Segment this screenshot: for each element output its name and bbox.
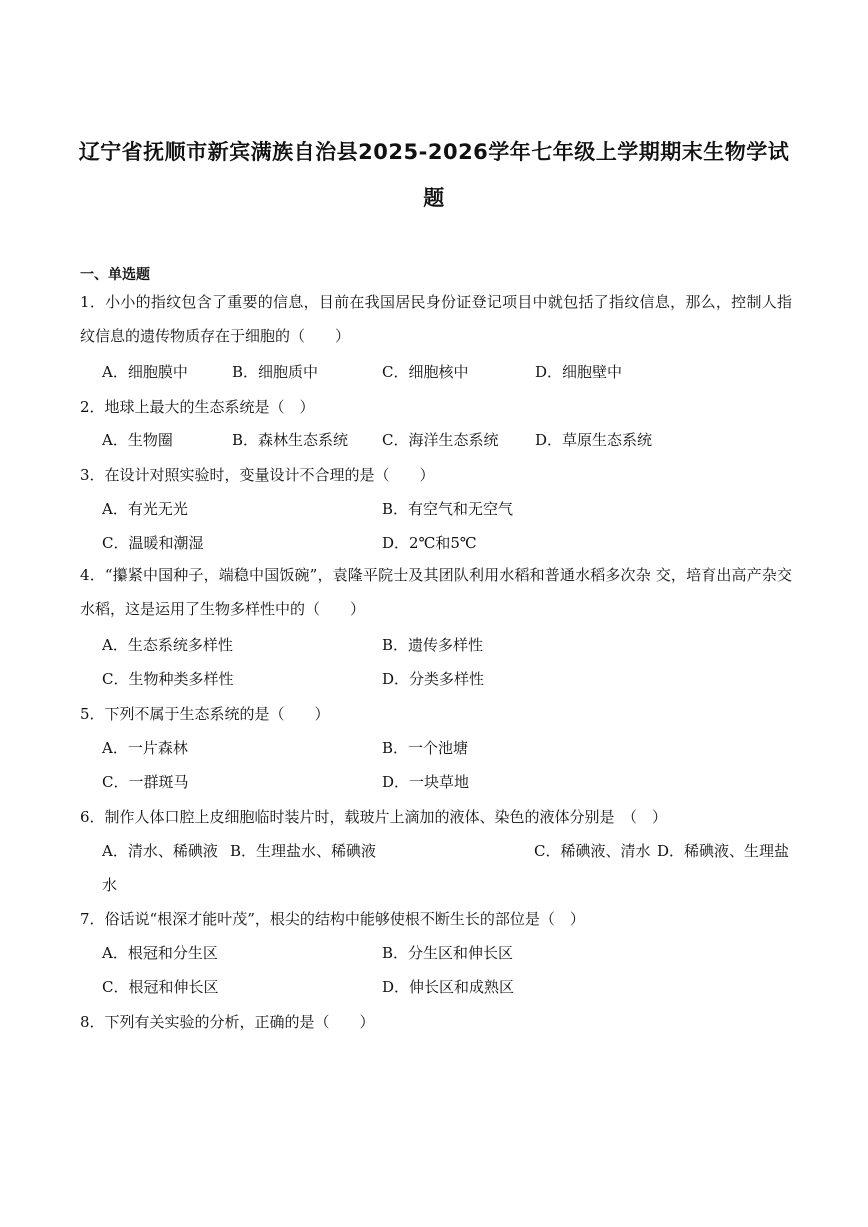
question-4-option-b: B．遗传多样性 [382, 636, 484, 654]
question-2-option-c: C．海洋生态系统 [382, 431, 499, 449]
question-7-option-a: A．根冠和分生区 [102, 944, 218, 962]
question-7-option-d: D．伸长区和成熟区 [382, 978, 515, 996]
question-5-stem: 5．下列不属于生态系统的是（ ） [80, 705, 330, 723]
question-5-option-a: A．一片森林 [102, 739, 188, 757]
question-6-stem: 6．制作人体口腔上皮细胞临时装片时，载玻片上滴加的液体、染色的液体分别是 （ ） [80, 808, 668, 826]
exam-title-line-2: 题 [423, 186, 445, 210]
question-3-option-a: A．有光无光 [102, 500, 188, 518]
question-3-option-c: C．温暖和潮湿 [102, 534, 204, 552]
question-7-stem: 7．俗话说“根深才能叶茂”，根尖的结构中能够使根不断生长的部位是（ ） [80, 910, 585, 928]
question-6-option-d: D．稀碘液、生理盐 [657, 842, 790, 860]
question-6-option-b: B．生理盐水、稀碘液 [230, 842, 377, 860]
question-2-option-b: B．森林生态系统 [232, 431, 349, 449]
section-heading: 一、单选题 [80, 267, 150, 283]
question-2-option-d: D．草原生态系统 [535, 431, 653, 449]
question-6-option-c: C．稀碘液、清水 [534, 842, 651, 860]
question-1-option-b: B．细胞质中 [232, 363, 319, 381]
question-4-option-d: D．分类多样性 [382, 670, 485, 688]
question-6-option-a: A．清水、稀碘液 [102, 842, 218, 860]
question-8-stem: 8．下列有关实验的分析，正确的是（ ） [80, 1013, 375, 1031]
question-4-option-a: A．生态系统多样性 [102, 636, 233, 654]
question-7-option-c: C．根冠和伸长区 [102, 978, 219, 996]
question-1-option-a: A．细胞膜中 [102, 363, 188, 381]
question-1-option-d: D．细胞壁中 [535, 363, 623, 381]
question-7-option-b: B．分生区和伸长区 [382, 944, 514, 962]
question-3-option-d: D．2℃和5℃ [382, 534, 477, 552]
question-4-option-c: C．生物种类多样性 [102, 670, 234, 688]
question-2-stem: 2．地球上最大的生态系统是（ ） [80, 398, 315, 416]
exam-title-line-1: 辽宁省抚顺市新宾满族自治县2025-2026学年七年级上学期期末生物学试 [78, 140, 790, 164]
question-1-option-c: C．细胞核中 [382, 363, 469, 381]
question-5-option-b: B．一个池塘 [382, 739, 469, 757]
question-5-option-d: D．一块草地 [382, 773, 470, 791]
question-4-stem: 4．“攥紧中国种子，端稳中国饭碗”，袁隆平院士及其团队利用水稻和普通水稻多次杂 交，培育出高产杂交水稻，这是运用了生物多样性中的（ ） [80, 566, 792, 618]
question-6-option-d-continued: 水 [102, 876, 118, 894]
question-5-option-c: C．一群斑马 [102, 773, 189, 791]
question-2-option-a: A．生物圈 [102, 431, 173, 449]
question-1-stem: 1．小小的指纹包含了重要的信息，目前在我国居民身份证登记项目中就包括了指纹信息，那么，控制人指纹信息的遗传物质存在于细胞的（ ） [80, 293, 792, 345]
question-3-stem: 3．在设计对照实验时，变量设计不合理的是（ ） [80, 466, 435, 484]
question-3-option-b: B．有空气和无空气 [382, 500, 514, 518]
